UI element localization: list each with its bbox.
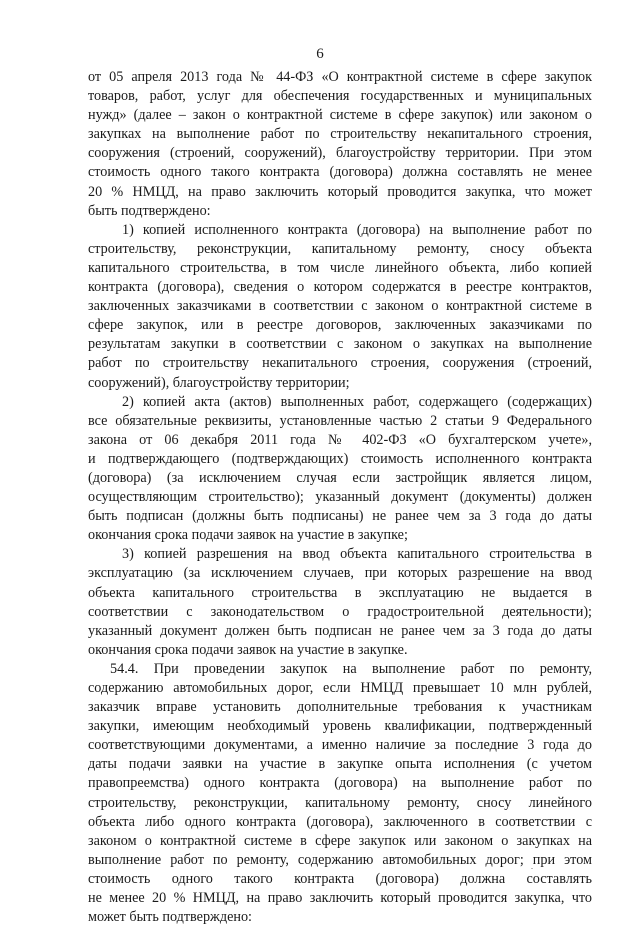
text-line: капитального строительства, в том числе линейного объекта, либо копией	[88, 259, 592, 276]
text-line: сооружения (строений, сооружений), благоустройству территории. При этом	[88, 145, 592, 162]
scan-speck	[531, 868, 533, 869]
text-line: правопреемства) одного контракта (договора) на выполнение работ по	[88, 775, 592, 792]
text-line: соответствии с законодательством о градостроительной деятельности);	[88, 603, 592, 620]
text-line: законом о контрактной системе в сфере закупок или законом о закупках на	[88, 832, 592, 849]
text-line: товаров, работ, услуг для обеспечения государственных и муниципальных	[88, 88, 592, 105]
text-line: стоимость одного такого контракта (договора) должна составлять не менее	[88, 164, 592, 181]
text-line: 20 % НМЦД, на право заключить который проводится закупка, что может	[88, 183, 592, 200]
text-line: 3) копией разрешения на ввод объекта капитального строительства в	[122, 546, 592, 563]
text-line: результатам закупки в соответствии с законом о закупках на выполнение	[88, 336, 592, 353]
text-line: закона от 06 декабря 2011 года № 402-ФЗ «О бухгалтерском учете»,	[88, 431, 592, 448]
text-line: стоимость одного такого контракта (договора) должна составлять	[88, 870, 592, 887]
text-line: быть подтверждено:	[88, 202, 211, 219]
text-line: объекта капитального строительства в эксплуатацию не выдается в	[88, 584, 592, 601]
text-line: строительству, реконструкции, капитальному ремонту, сносу объекта	[88, 240, 592, 257]
text-line: объекта либо одного контракта (договора), заключенного в соответствии с	[88, 813, 592, 830]
text-line: строительству, реконструкции, капитальному ремонту, сносу линейного	[88, 794, 592, 811]
text-line: заключенных заказчиками в соответствии с законом о контрактной системе в	[88, 298, 592, 315]
text-line: (договора) (за исключением случая если застройщик является лицом,	[88, 469, 592, 486]
text-line: нужд» (далее – закон о контрактной системе в сфере закупок) или законом о	[88, 107, 592, 124]
text-line: закупках на выполнение работ по строительству некапитального строения,	[88, 126, 592, 143]
text-line: сфере закупок, или в реестре договоров, заключенных заказчиками по	[88, 317, 592, 334]
text-line: 54.4. При проведении закупок на выполнение работ по ремонту,	[110, 660, 592, 677]
text-line: соответствующими документами, а именно наличие за последние 3 года до	[88, 737, 592, 754]
text-line: окончания срока подачи заявок на участие в закупке.	[88, 641, 408, 658]
text-line: указанный документ должен быть подписан не ранее чем за 3 года до даты	[88, 622, 592, 639]
text-line: заказчик вправе установить дополнительные требования к участникам	[88, 699, 592, 716]
text-line: все обязательные реквизиты, установленные частью 2 статьи 9 Федерального	[88, 412, 592, 429]
text-line: может быть подтверждено:	[88, 909, 252, 926]
text-line: 1) копией исполненного контракта (договора) на выполнение работ по	[122, 221, 592, 238]
text-line: осуществляющим строительство); указанный документ (документы) должен	[88, 489, 592, 506]
text-line: содержанию автомобильных дорог, если НМЦД превышает 10 млн рублей,	[88, 680, 592, 696]
text-line: окончания срока подачи заявок на участие в закупке;	[88, 527, 408, 544]
text-line: закупки, имеющим необходимый уровень квалификации, подтвержденный	[88, 718, 592, 735]
text-line: контракта (договора), сведения о котором содержатся в реестре контрактов,	[88, 279, 592, 296]
text-line: эксплуатацию (за исключением случаев, при которых разрешение на ввод	[88, 565, 592, 582]
document-body	[88, 68, 592, 927]
text-line: 2) копией акта (актов) выполненных работ, содержащего (содержащих)	[122, 393, 592, 410]
text-line: и подтверждающего (подтверждающих) стоимость исполненного контракта	[88, 450, 592, 467]
page-number: 6	[316, 46, 324, 62]
text-line: работ по строительству некапитального строения, сооружения (строений,	[88, 355, 592, 372]
text-line: от 05 апреля 2013 года № 44-ФЗ «О контрактной системе в сфере закупок	[88, 69, 592, 85]
text-line: даты подачи заявки на участие в закупке опыта исполнения (с учетом	[88, 756, 592, 773]
text-line: не менее 20 % НМЦД, на право заключить который проводится закупка, что	[88, 890, 592, 907]
text-line: быть подписан (должны быть подписаны) не ранее чем за 3 года до даты	[88, 508, 592, 525]
text-line: выполнение работ по ремонту, содержанию автомобильных дорог; при этом	[88, 851, 592, 868]
text-line: сооружений), благоустройству территории;	[88, 374, 350, 391]
